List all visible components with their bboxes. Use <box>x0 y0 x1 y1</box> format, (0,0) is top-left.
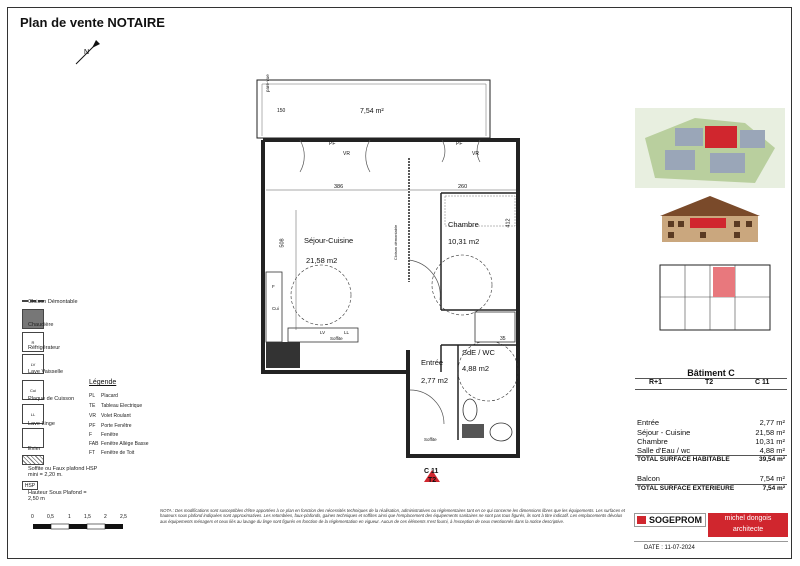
lv-label: LV <box>320 330 326 335</box>
balcony-area: 7,54 m² <box>360 108 384 115</box>
legend-cloison-label: Cloison Démontable <box>28 299 78 305</box>
room-sde-name: SdE / WC <box>462 348 495 357</box>
soffite-label-1: Soffite <box>330 336 343 341</box>
legend-evier-label: Evier <box>28 446 41 452</box>
abbr-code: PF <box>89 423 96 429</box>
legend-soffite-symbol <box>22 455 44 465</box>
cooking-label: Cui <box>272 306 279 311</box>
architect-name: michel dongois <box>724 515 772 522</box>
legend-soffite-label: Soffite ou Faux plafond HSP mini = 2,20 m. <box>28 466 98 478</box>
abbr-label: Placard <box>101 393 118 399</box>
architect-role: architecte <box>732 526 764 533</box>
building-title: Bâtiment C <box>687 368 735 378</box>
ll-label: LL <box>344 330 350 335</box>
abbr-code: VR <box>89 413 96 419</box>
dim-508: 508 <box>279 238 286 248</box>
total-habitable-row: TOTAL SURFACE HABITABLE 39,54 m² <box>635 455 787 466</box>
abbr-code: TE <box>89 403 96 409</box>
building-type: T2 <box>705 379 714 386</box>
abbr-label: Porte Fenêtre <box>101 423 132 429</box>
legend-hsp-label: Hauteur Sous Plafond = 2,50 m <box>28 490 87 502</box>
scale-tick: 1 <box>68 514 71 520</box>
abbr-code: FT <box>89 450 96 456</box>
vr-label-2: VR <box>472 151 479 157</box>
abbr-label: Volet Roulant <box>101 413 131 419</box>
dim-260: 260 <box>458 184 468 190</box>
legend-ll-label: Lave Linge <box>28 421 55 427</box>
dim-35: 35 <box>500 336 506 342</box>
soffite-label-2: Soffite <box>424 437 437 442</box>
legend-ll-symbol: LL <box>22 404 44 424</box>
building-floor: R+1 <box>649 379 663 386</box>
svg-text:N: N <box>84 49 90 56</box>
legend-fridge-label: Réfrigérateur <box>28 345 61 351</box>
legend-hsp-symbol: HSP <box>22 481 38 490</box>
legend-fridge-symbol: R <box>22 332 44 352</box>
balcony-depth: 150 <box>277 108 286 114</box>
fridge-label: F <box>272 284 275 289</box>
scale-tick: 1,5 <box>84 514 91 520</box>
abbr-label: Fenêtre <box>101 432 119 438</box>
scale-tick: 0 <box>31 514 34 520</box>
surface-row: Entrée 2,77 m² <box>637 418 785 427</box>
building-info-row <box>635 378 787 390</box>
room-entree-area: 2,77 m2 <box>421 376 449 385</box>
page-title: Plan de vente NOTAIRE <box>20 15 165 30</box>
abbr-label: Fenêtre Allège Basse <box>101 441 149 447</box>
unit-type-label: T2 <box>428 477 437 484</box>
room-entree-name: Entrée <box>421 358 444 367</box>
scale-tick: 2 <box>104 514 107 520</box>
legend-cuisson-label: Plaque de Cuisson <box>28 396 75 402</box>
company-logo <box>634 513 706 527</box>
site-plan-image <box>635 108 785 188</box>
room-sejour-area: 21,58 m2 <box>306 256 338 265</box>
room-chambre-name: Chambre <box>448 220 479 229</box>
abbr-label: Fenêtre de Toit <box>101 450 135 456</box>
pare-vue-label: pare-vue <box>265 74 270 92</box>
unit-lot-label: C 11 <box>424 468 439 475</box>
abbr-code: FAB <box>89 441 99 447</box>
dim-412: 412 <box>505 218 512 228</box>
room-sde-area: 4,88 m2 <box>462 364 490 373</box>
room-chambre-area: 10,31 m2 <box>448 237 480 246</box>
company-name: SOGEPROM <box>649 515 703 525</box>
surface-row: Séjour - Cuisine 21,58 m² <box>637 428 785 437</box>
floor-key-plan-image <box>655 255 775 340</box>
exterior-row: Balcon 7,54 m² <box>637 474 785 483</box>
cloison-label: Cloison démontable <box>393 224 399 261</box>
room-sejour-name: Séjour-Cuisine <box>304 236 354 245</box>
abbr-code: PL <box>89 393 96 399</box>
legend-cuisson-symbol: Cui <box>22 380 44 400</box>
facade-image <box>650 194 770 244</box>
pf-label-2: PF <box>456 141 463 147</box>
legal-notes: NOTA : Des modifications sont susceptibles d'être apportées à ce plan en fonction des nécessités techniques de la réalisation, administratives ou réglementaires tant en ce qui concerne les dimensions libres que les équipements. Les surfaces et hauteurs sous plafond indiquées sont approximatives. Les retombées, faux-plafonds, gaines techniques et soffites ainsi que l'emplacement des équipements sanitaires ne sont pas tous figurés, ils sont à titre indicatif. Les emplacements dévolus aux équipements ménagers et ceux liés au lavage du linge sont figurés en fonction de la réglementation en vigueur. Aucun de ces éléments n'est fourni, à l'exception de ceux mentionnés dans la notice descriptive. <box>160 508 625 524</box>
legend-lv-label: Lave Vaisselle <box>28 369 64 375</box>
pf-label-1: PF <box>329 141 336 147</box>
building-lot: C 11 <box>755 379 770 386</box>
scale-tick: 0,5 <box>47 514 54 520</box>
company-logo-icon <box>637 516 646 524</box>
legend-evier-symbol <box>22 428 44 448</box>
architect-logo <box>708 513 788 537</box>
legend-chaudiere-label: Chaudière <box>28 322 54 328</box>
legend-lv-symbol: LV <box>22 354 44 374</box>
total-exterior-row: TOTAL SURFACE EXTERIEURE 7,54 m² <box>635 484 787 495</box>
vr-label-1: VR <box>343 151 350 157</box>
legend-title: Légende <box>89 379 117 386</box>
scale-tick: 2,5 <box>120 514 127 520</box>
surface-row: Salle d'Eau / wc 4,88 m² <box>637 446 785 455</box>
date-label: DATE : 11-07-2024 <box>634 541 788 553</box>
surface-row: Chambre 10,31 m² <box>637 437 785 446</box>
abbr-code: F <box>89 432 93 438</box>
scale-bar <box>30 522 140 534</box>
abbr-label: Tableau Electrique <box>101 403 143 409</box>
dim-386: 386 <box>334 184 344 190</box>
